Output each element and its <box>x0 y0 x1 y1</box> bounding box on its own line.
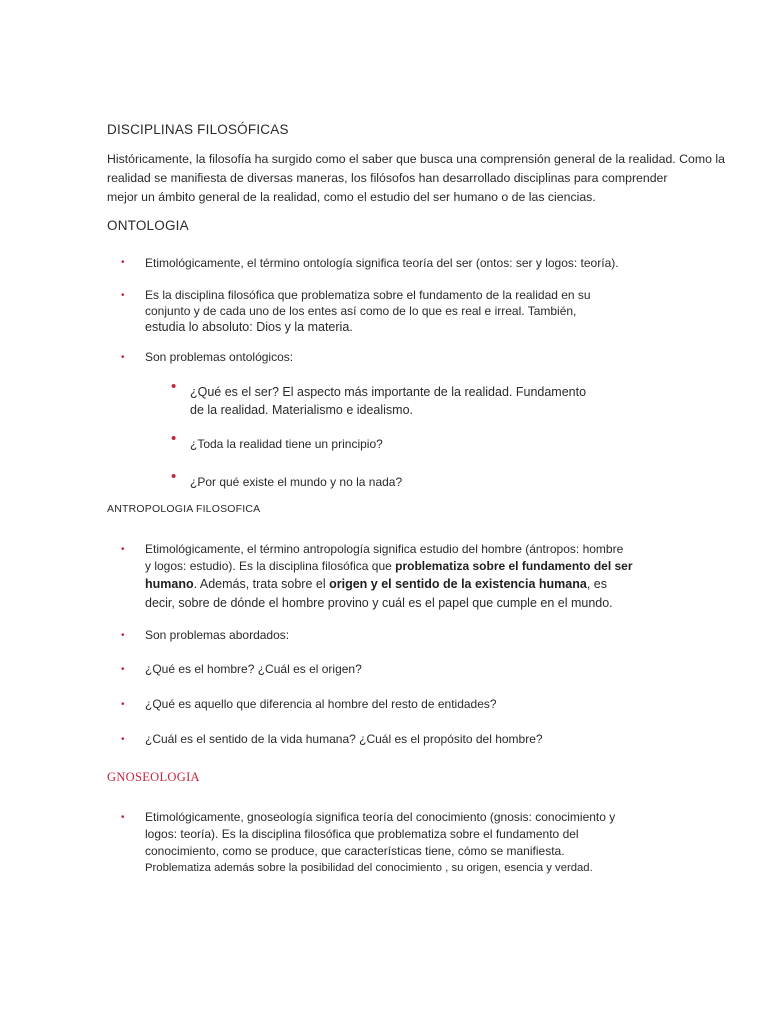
antropologia-item-1-line-2-text: y logos: estudio). Es la disciplina filosófica que <box>145 559 396 573</box>
ontologia-item-2-line-1: Es la disciplina filosófica que problematiza sobre el fundamento de la realidad en su <box>145 288 591 302</box>
antropologia-item-5: ¿Cuál es el sentido de la vida humana? ¿Cuál es el propósito del hombre? <box>145 732 543 746</box>
gnoseologia-item-1-line-2: logos: teoría). Es la disciplina filosófica que problematiza sobre el fundamento del <box>145 827 579 841</box>
ontologia-item-3: Son problemas ontológicos: <box>145 350 294 364</box>
antropologia-heading: ANTROPOLOGIA FILOSOFICA <box>107 503 261 515</box>
bullet-icon: • <box>171 378 177 395</box>
antropologia-item-1-line-3 <box>145 575 607 595</box>
ontologia-item-2-line-2: conjunto y de cada uno de los entes así como de lo que es real e irreal. También, <box>145 304 577 318</box>
ontologia-item-2-line-3: estudia lo absoluto: Dios y la materia. <box>145 320 353 334</box>
bullet-icon: • <box>171 468 177 485</box>
antropologia-bold-origen: origen y el sentido de la existencia humana <box>329 577 587 591</box>
gnoseologia-item-1-line-3: conocimiento, como se produce, que características tiene, cómo se manifiesta. <box>145 844 565 858</box>
page-title: DISCIPLINAS FILOSÓFICAS <box>107 122 289 137</box>
bullet-icon: • <box>121 812 125 823</box>
gnoseologia-item-1-line-4: Problematiza además sobre la posibilidad del conocimiento , su origen, esencia y verdad. <box>145 862 593 874</box>
bullet-icon: • <box>171 430 177 447</box>
antropologia-item-1-line-3-end: , es <box>586 577 607 591</box>
bullet-icon: • <box>121 630 125 641</box>
intro-line-1: Históricamente, la filosofía ha surgido como el saber que busca una comprensión general de la realidad. Como la <box>107 152 725 166</box>
antropologia-bold-fundamento: problematiza sobre el fundamento del ser <box>395 559 633 573</box>
antropologia-item-4: ¿Qué es aquello que diferencia al hombre del resto de entidades? <box>145 697 497 711</box>
ontologia-sub-2: ¿Toda la realidad tiene un principio? <box>190 437 383 451</box>
ontologia-sub-3: ¿Por qué existe el mundo y no la nada? <box>190 475 403 489</box>
bullet-icon: • <box>121 352 125 363</box>
ontologia-item-1: Etimológicamente, el término ontología significa teoría del ser (ontos: ser y logos: teoría). <box>145 256 619 270</box>
bullet-icon: • <box>121 734 125 745</box>
bullet-icon: • <box>121 699 125 710</box>
antropologia-item-1-line-3-text: . Además, trata sobre el <box>193 577 330 591</box>
antropologia-item-1-line-1: Etimológicamente, el término antropología significa estudio del hombre (ántropos: hombre <box>145 542 624 556</box>
bullet-icon: • <box>121 257 125 268</box>
gnoseologia-heading: GNOSEOLOGIA <box>107 770 200 784</box>
ontologia-sub-1-line-2: de la realidad. Materialismo e idealismo. <box>190 403 414 417</box>
gnoseologia-item-1-line-1: Etimológicamente, gnoseología significa teoría del conocimiento (gnosis: conocimiento y <box>145 810 616 824</box>
bullet-icon: • <box>121 290 125 301</box>
intro-line-3: mejor un ámbito general de la realidad, como el estudio del ser humano o de las ciencias. <box>107 190 596 204</box>
antropologia-item-1-line-2 <box>145 557 633 576</box>
antropologia-bold-humano: humano <box>145 577 194 591</box>
antropologia-item-1-line-4: decir, sobre de dónde el hombre provino y cuál es el papel que cumple en el mundo. <box>145 596 613 610</box>
intro-line-2: realidad se manifiesta de diversas maneras, los filósofos han desarrollado disciplinas para comprender <box>107 171 668 185</box>
ontologia-heading: ONTOLOGIA <box>107 218 189 233</box>
bullet-icon: • <box>121 664 125 675</box>
ontologia-sub-1-line-1: ¿Qué es el ser? El aspecto más importante de la realidad. Fundamento <box>190 385 587 399</box>
bullet-icon: • <box>121 544 125 555</box>
antropologia-item-3: ¿Qué es el hombre? ¿Cuál es el origen? <box>145 662 362 676</box>
antropologia-item-2: Son problemas abordados: <box>145 628 290 642</box>
